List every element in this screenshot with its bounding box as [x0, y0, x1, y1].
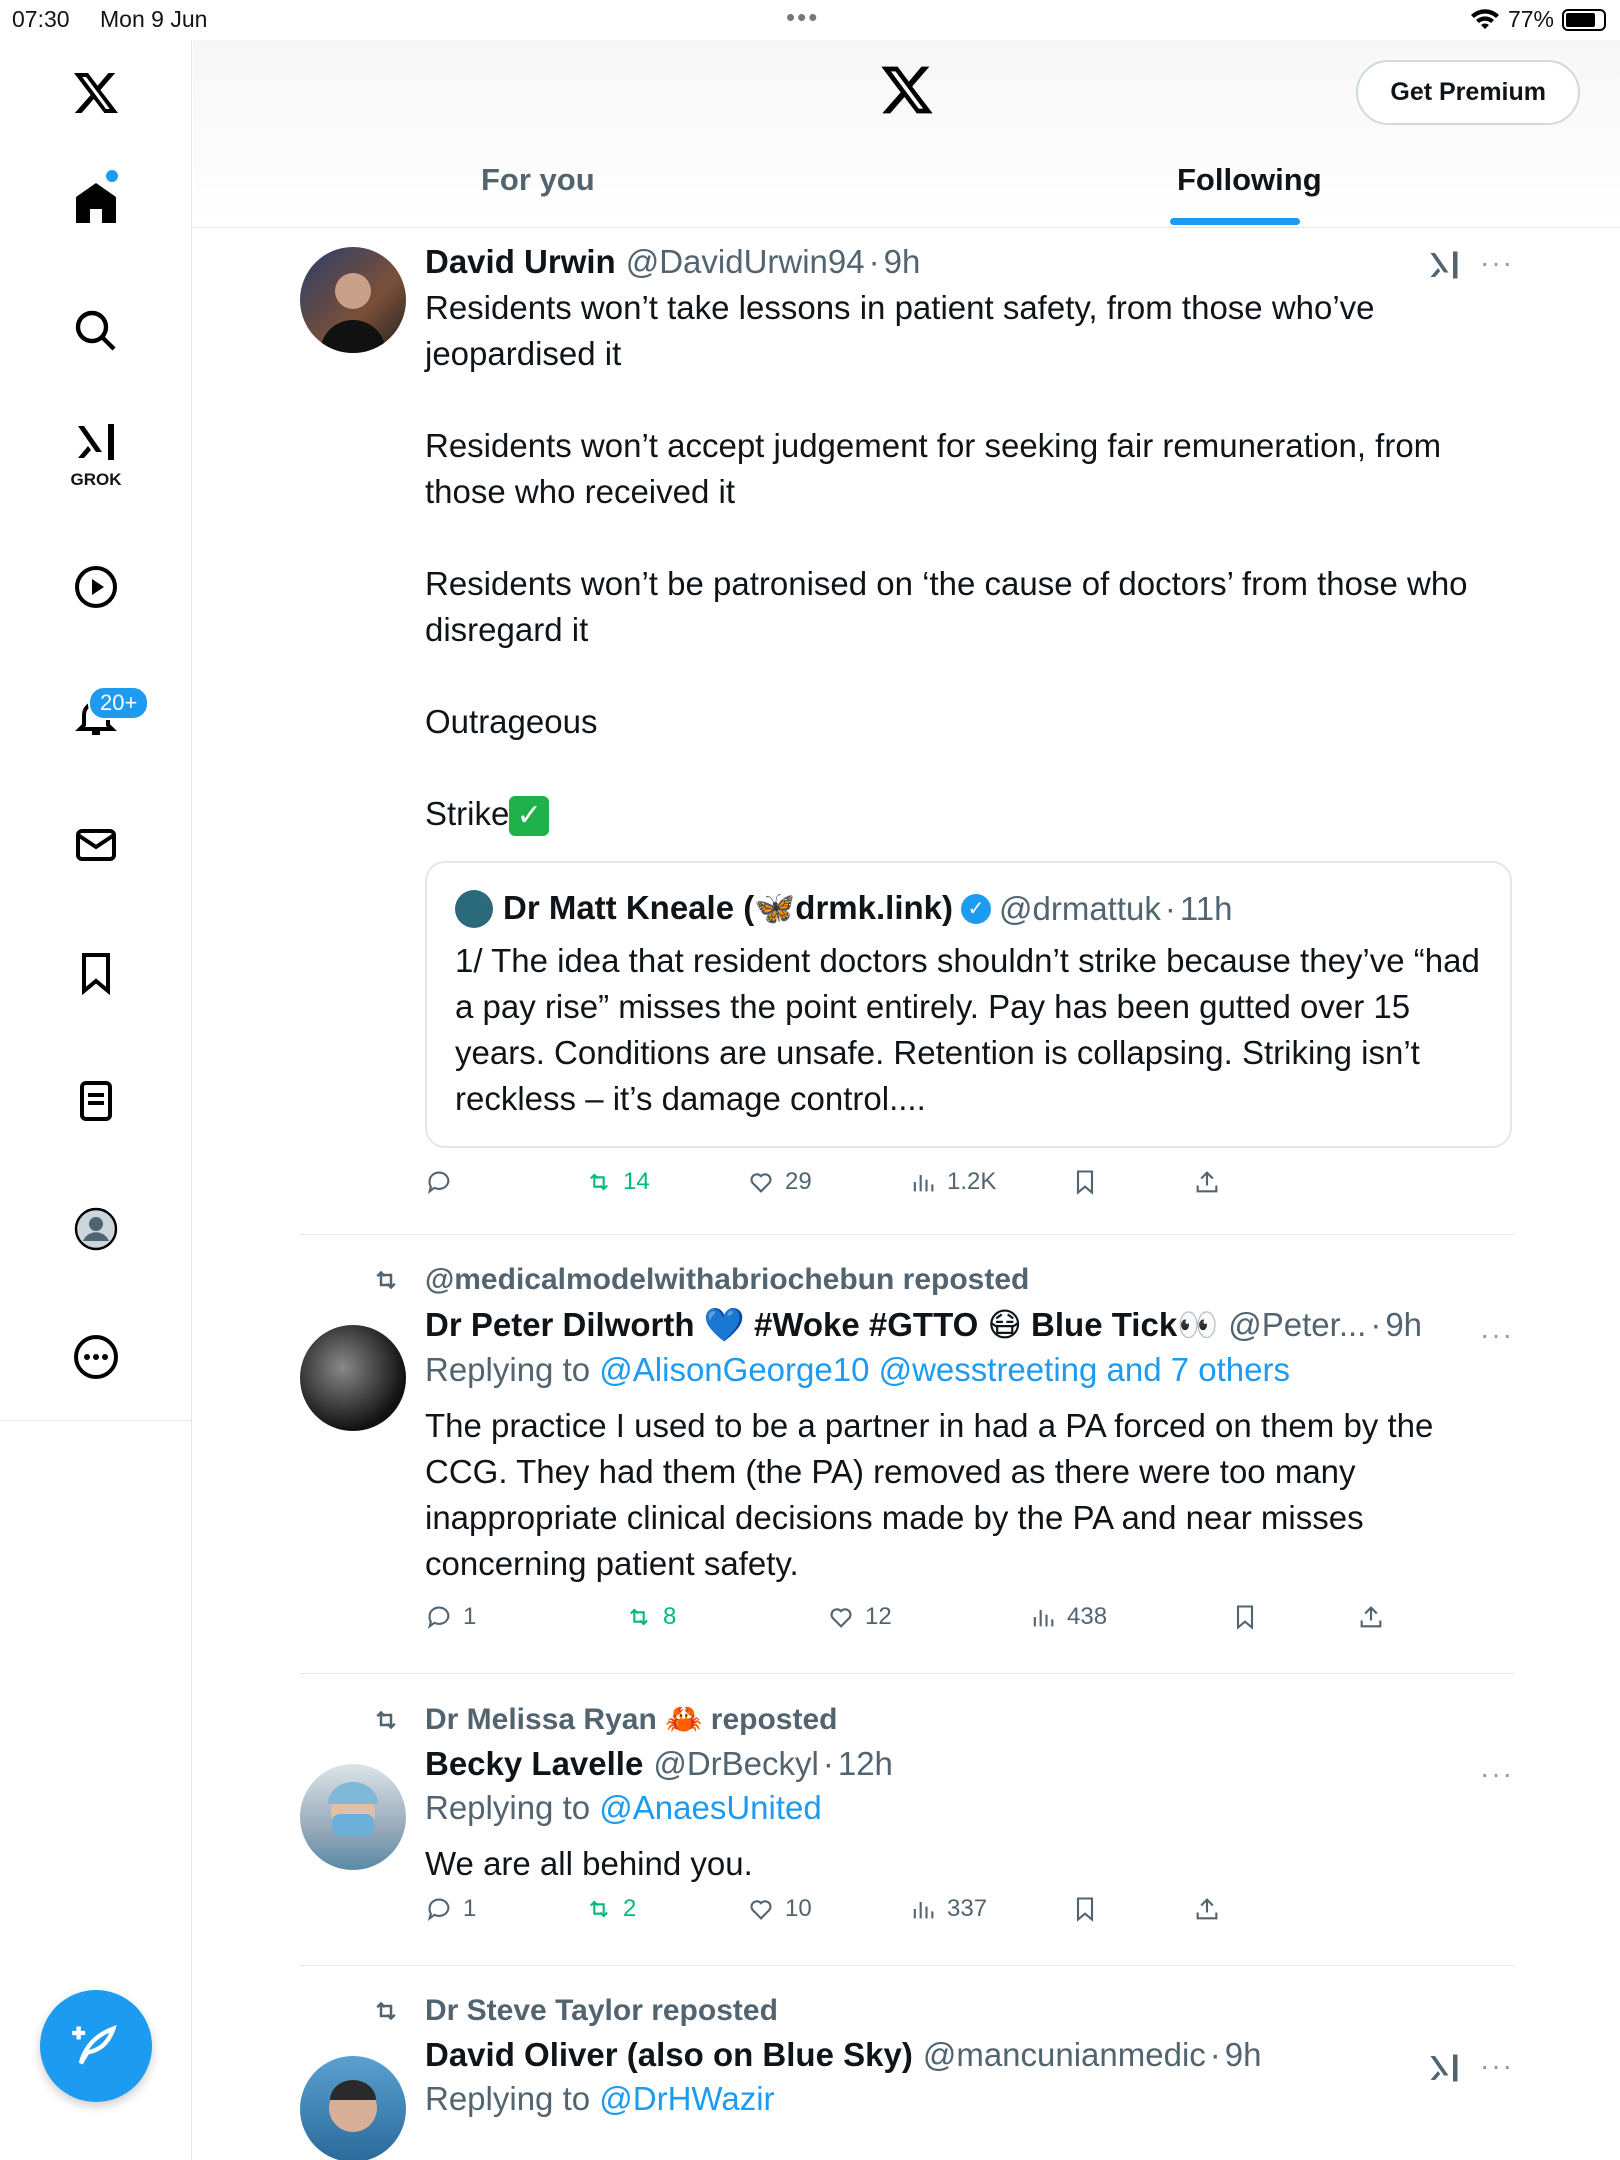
home-notification-dot: [106, 170, 118, 182]
repost-button[interactable]: [585, 1895, 636, 1923]
timestamp[interactable]: 9h: [883, 243, 921, 280]
status-time: 07:30: [12, 6, 70, 32]
compose-button[interactable]: [40, 1990, 152, 2102]
post-3[interactable]: [300, 1674, 1514, 1966]
reply-button[interactable]: [425, 1603, 476, 1631]
like-button[interactable]: [827, 1603, 892, 1631]
post-text: We are all behind you.: [425, 1845, 753, 1882]
repost-count: 2: [623, 1895, 637, 1922]
search-icon[interactable]: [0, 286, 192, 376]
post-content: [425, 1305, 1514, 1643]
repost-button[interactable]: [625, 1603, 676, 1631]
feed: [300, 229, 1514, 2118]
heart-icon: [747, 1895, 775, 1923]
views-button[interactable]: [909, 1895, 987, 1923]
more-circle-svg: [72, 1333, 120, 1381]
paragraph: Outrageous: [425, 703, 598, 740]
post-actions: [425, 1168, 1514, 1208]
quote-text: 1/ The idea that resident doctors shouldn’t strike because they’ve “had a pay rise” misses the point entirely. Pay has been gutted over 15 years. Conditions are unsafe. Retention is collapsing. Striking isn’t reckless – it’s damage control....: [455, 942, 1480, 1117]
views-count: 438: [1067, 1603, 1108, 1630]
x-logo-svg: [72, 69, 120, 117]
tab-for-you[interactable]: For you: [481, 162, 595, 197]
reply-icon: [425, 1168, 453, 1196]
x-logo-icon[interactable]: [0, 48, 192, 138]
post-text: The practice I used to be a partner in had a PA forced on them by the CCG. They had them (the PA) removed as there were too many inappropriate clinical decisions made by the PA and near misses concerning patient safety.: [425, 1407, 1434, 1582]
battery-icon: [1562, 9, 1606, 31]
list-svg: [72, 1077, 120, 1125]
reply-icon: [425, 1603, 453, 1631]
repost-small-icon: [371, 1996, 401, 2026]
paragraph: Residents won’t accept judgement for seeking fair remuneration, from those who received it: [425, 427, 1442, 510]
get-premium-button[interactable]: Get Premium: [1356, 60, 1580, 125]
quote-header: [455, 889, 1482, 928]
video-svg: [72, 563, 120, 611]
replying-prefix: Replying to: [425, 2080, 591, 2117]
like-button[interactable]: [747, 1895, 812, 1923]
display-name[interactable]: David Urwin: [425, 243, 616, 280]
handle[interactable]: @DavidUrwin94: [625, 243, 865, 280]
left-nav: [0, 40, 192, 2160]
views-icon: [909, 1168, 937, 1196]
share-icon: [1193, 1168, 1221, 1196]
post-4[interactable]: [300, 1966, 1514, 2118]
post-text: [425, 285, 1514, 837]
post-actions: [425, 1603, 1514, 1643]
avatar[interactable]: [300, 1325, 406, 1431]
repost-icon: [585, 1168, 613, 1196]
handle[interactable]: @DrBeckyl: [653, 1745, 819, 1782]
post-content: [425, 2036, 1514, 2118]
post-1[interactable]: [300, 229, 1514, 1235]
handle[interactable]: @mancunianmedic: [922, 2036, 1206, 2073]
bookmark-button[interactable]: [1231, 1603, 1259, 1631]
views-count: 337: [947, 1895, 988, 1922]
status-date: Mon 9 Jun: [100, 6, 208, 32]
bookmarks-icon[interactable]: [0, 928, 192, 1018]
bookmark-icon: [1071, 1168, 1099, 1196]
feather-plus-icon: [70, 2020, 122, 2072]
home-svg: [72, 179, 120, 227]
dot-separator: ·: [1164, 889, 1176, 927]
wifi-icon: [1470, 9, 1500, 31]
post-header: [425, 1305, 1514, 1345]
views-count: 1.2K: [947, 1168, 997, 1195]
profile-avatar-icon[interactable]: [0, 1184, 192, 1274]
dot-separator: ·: [1209, 2036, 1221, 2073]
timestamp[interactable]: 9h: [1224, 2036, 1262, 2073]
post-2[interactable]: [300, 1235, 1514, 1674]
replying-prefix: Replying to: [425, 1351, 591, 1388]
avatar[interactable]: [300, 1764, 406, 1870]
verified-badge-icon: ✓: [961, 894, 991, 924]
post-content: [425, 243, 1514, 1208]
reposted-by[interactable]: [425, 1994, 1514, 2028]
replying-links[interactable]: @DrHWazir: [599, 2080, 775, 2117]
display-name[interactable]: Dr Peter Dilworth 💙 #Woke #GTTO 😷 Blue Tick👀: [425, 1306, 1219, 1343]
share-button[interactable]: [1193, 1895, 1221, 1923]
replying-links[interactable]: @AnaesUnited: [599, 1789, 822, 1826]
timestamp[interactable]: 9h: [1385, 1306, 1423, 1343]
header-x-logo-icon: [879, 62, 935, 123]
reply-count: 1: [463, 1603, 477, 1630]
status-bar: [0, 0, 1620, 40]
post-content: [425, 1745, 1514, 1935]
repost-count: 8: [663, 1603, 677, 1630]
repost-button[interactable]: [585, 1168, 650, 1196]
reposted-by[interactable]: [425, 1702, 1514, 1737]
dot-separator: ·: [1370, 1306, 1382, 1343]
share-button[interactable]: [1193, 1168, 1221, 1196]
bookmark-button[interactable]: [1071, 1168, 1099, 1196]
bookmark-svg: [72, 949, 120, 997]
replying-to: [425, 1789, 1514, 1827]
share-icon: [1357, 1603, 1385, 1631]
home-icon[interactable]: [0, 158, 192, 248]
reposted-by-text: Dr Melissa Ryan 🦀 reposted: [425, 1703, 838, 1736]
grok-svg: [72, 418, 120, 466]
quote-display-name: Dr Matt Kneale (🦋drmk.link): [503, 889, 953, 926]
paragraph: Residents won’t take lessons in patient safety, from those who’ve jeopardised it: [425, 289, 1375, 372]
repost-small-icon: [371, 1265, 401, 1295]
handle[interactable]: @Peter...: [1228, 1306, 1367, 1343]
more-icon[interactable]: ···: [1480, 1758, 1514, 1789]
grok-small-icon[interactable]: [1426, 2050, 1462, 2091]
reply-button[interactable]: [425, 1168, 463, 1196]
replying-to: [425, 2080, 1514, 2118]
repost-icon: [585, 1895, 613, 1923]
post-header: [425, 1745, 1514, 1783]
quoted-post[interactable]: [425, 861, 1512, 1148]
video-icon[interactable]: [0, 542, 192, 632]
lists-icon[interactable]: [0, 1056, 192, 1146]
grok-small-icon[interactable]: [1426, 247, 1462, 288]
replying-prefix: Replying to: [425, 1789, 591, 1826]
avatar[interactable]: [300, 247, 406, 353]
active-tab-indicator: [1170, 218, 1300, 225]
replying-links[interactable]: @AlisonGeorge10 @wesstreeting and 7 others: [599, 1351, 1290, 1388]
share-icon: [1193, 1895, 1221, 1923]
post-header: [425, 243, 1514, 281]
reply-icon: [425, 1895, 453, 1923]
notifications-icon[interactable]: [0, 672, 192, 762]
bookmark-button[interactable]: [1071, 1895, 1099, 1923]
like-button[interactable]: [747, 1168, 812, 1196]
post-header: [425, 2036, 1514, 2074]
status-right: [1470, 6, 1606, 33]
heart-icon: [747, 1168, 775, 1196]
messages-icon[interactable]: [0, 800, 192, 890]
more-icon[interactable]: ···: [1480, 2050, 1514, 2081]
paragraph-strike: [425, 791, 1514, 837]
bookmark-icon: [1231, 1603, 1259, 1631]
quote-timestamp: 11h: [1179, 889, 1233, 927]
replying-to: [425, 1351, 1514, 1389]
views-button[interactable]: [1029, 1603, 1107, 1631]
reply-count: 1: [463, 1895, 477, 1922]
quote-handle: @drmattuk: [999, 889, 1161, 927]
paragraph: Residents won’t be patronised on ‘the cause of doctors’ from those who disregard it: [425, 565, 1468, 648]
like-count: 10: [785, 1895, 812, 1922]
timestamp[interactable]: 12h: [837, 1745, 893, 1782]
display-name[interactable]: Becky Lavelle: [425, 1745, 644, 1782]
repost-small-icon: [371, 1705, 401, 1735]
reposted-by-text: Dr Steve Taylor reposted: [425, 1994, 778, 2027]
feed-header: [193, 40, 1620, 228]
bookmark-icon: [1071, 1895, 1099, 1923]
battery-percent: 77%: [1507, 6, 1554, 32]
grok-label: GROK: [70, 470, 122, 489]
heart-icon: [827, 1603, 855, 1631]
profile-svg: [72, 1205, 120, 1253]
display-name[interactable]: David Oliver (also on Blue Sky): [425, 2036, 913, 2073]
views-icon: [909, 1895, 937, 1923]
more-icon[interactable]: ···: [1480, 1319, 1514, 1350]
quote-avatar: [455, 890, 493, 928]
avatar[interactable]: [300, 2056, 406, 2160]
like-count: 12: [865, 1603, 892, 1630]
paragraph: Strike: [425, 795, 510, 832]
more-options-icon[interactable]: [0, 1312, 192, 1402]
dot-separator: ·: [868, 243, 880, 280]
grok-icon[interactable]: [0, 408, 192, 498]
multitask-dots-icon[interactable]: •••: [786, 2, 820, 32]
post-actions: [425, 1895, 1514, 1935]
repost-count: 14: [623, 1168, 650, 1195]
share-button[interactable]: [1357, 1603, 1385, 1631]
views-icon: [1029, 1603, 1057, 1631]
check-mark-icon: ✓: [509, 796, 549, 836]
nav-separator: [0, 1420, 192, 1421]
envelope-svg: [72, 821, 120, 869]
reply-button[interactable]: [425, 1895, 476, 1923]
views-button[interactable]: [909, 1168, 996, 1196]
search-svg: [72, 307, 120, 355]
more-icon[interactable]: ···: [1480, 247, 1514, 278]
reposted-by[interactable]: [425, 1263, 1514, 1297]
tab-following[interactable]: Following: [1177, 162, 1322, 197]
reposted-by-text: @medicalmodelwithabriochebun reposted: [425, 1263, 1030, 1296]
repost-icon: [625, 1603, 653, 1631]
dot-separator: ·: [822, 1745, 834, 1782]
notifications-badge: 20+: [88, 686, 149, 720]
like-count: 29: [785, 1168, 812, 1195]
